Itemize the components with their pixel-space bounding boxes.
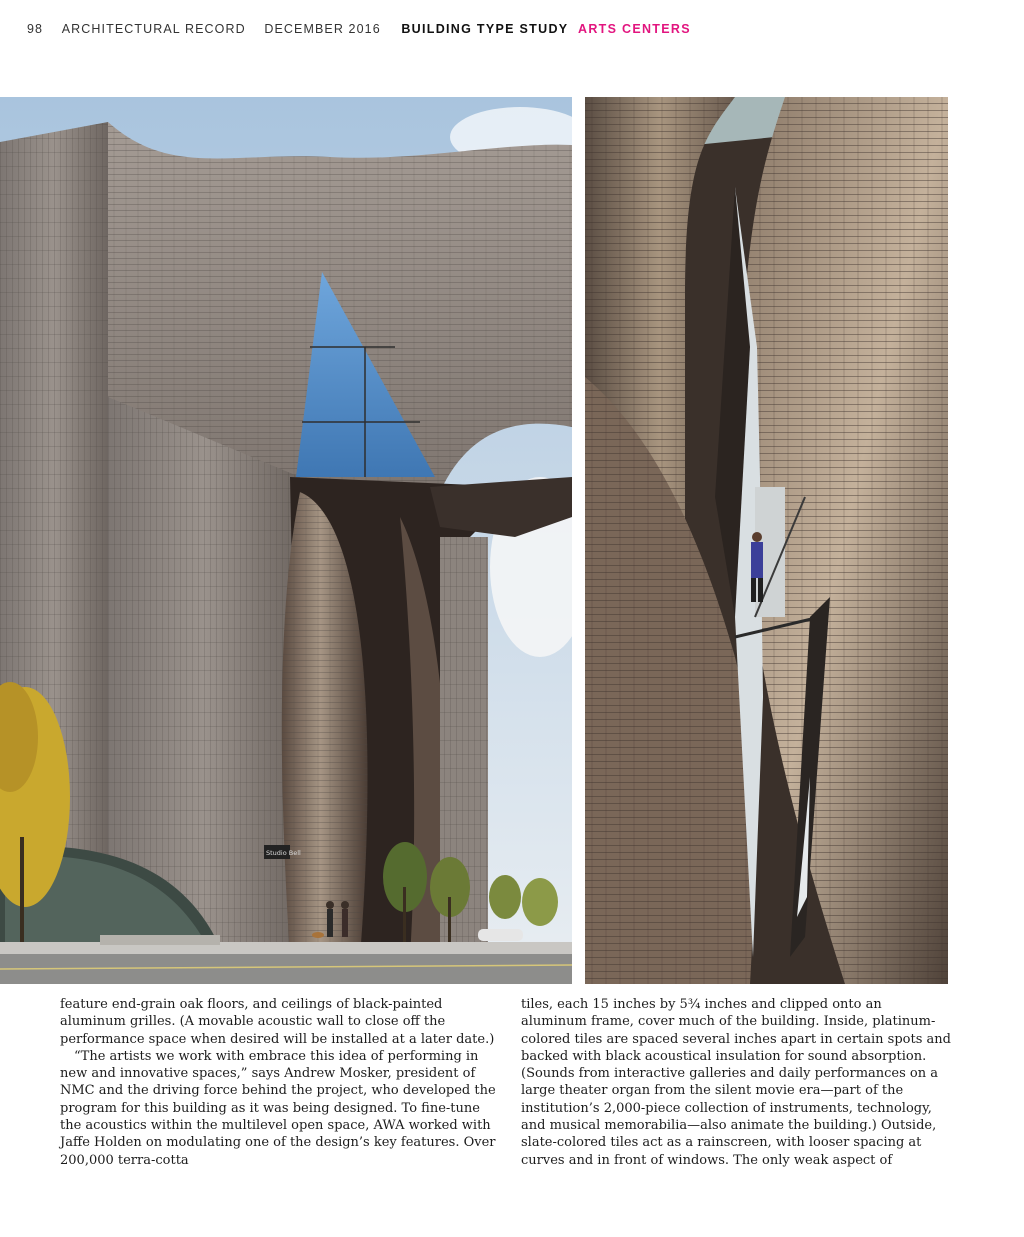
magazine-title: ARCHITECTURAL RECORD [61,22,246,36]
issue-date: DECEMBER 2016 [264,22,381,36]
interior-photo-graphic [585,97,948,984]
running-header [27,22,691,36]
page-number: 98 [27,22,44,36]
interior-atrium-photo [585,97,948,984]
studio-bell-sign: Studio Bell [266,849,301,857]
paragraph: tiles, each 15 inches by 5¾ inches and clipped onto an aluminum frame, cover much of the building. Inside, platinum-colored tiles are spaced several inches apart in certain spots and backed with black acoustical insulation for sound absorption. (Sounds from interactive galleries and daily performances on a large theater organ from the silent movie era—part of the institution’s 2,000-piece collection of instruments, technology, and musical memorabilia—also animate the building.) Outside, slate-colored tiles act as a rainscreen, with looser spacing at curves and in front of windows. The only weak aspect of [521,997,951,1168]
paragraph: feature end-grain oak floors, and ceilings of black-painted aluminum grilles. (A movable acoustic wall to close off the performance space when desired will be installed at a later date.) [60,997,495,1047]
paragraph: “The artists we work with embrace this idea of performing in new and innovative spaces,” says Andrew Mosker, president of NMC and the driving force behind the project, who developed the program for this building as it was being designed. To fine-tune the acoustics within the multilevel open space, AWA worked with Jaffe Holden on modulating one of the design’s key features. Over 200,000 terra-cotta [60,1048,496,1168]
section-label: BUILDING TYPE STUDY [401,22,569,36]
exterior-photo-graphic [0,97,572,984]
body-column-right [521,996,951,1169]
body-column-left [60,996,505,1169]
topic-label: ARTS CENTERS [578,22,691,36]
exterior-photo [0,97,572,984]
